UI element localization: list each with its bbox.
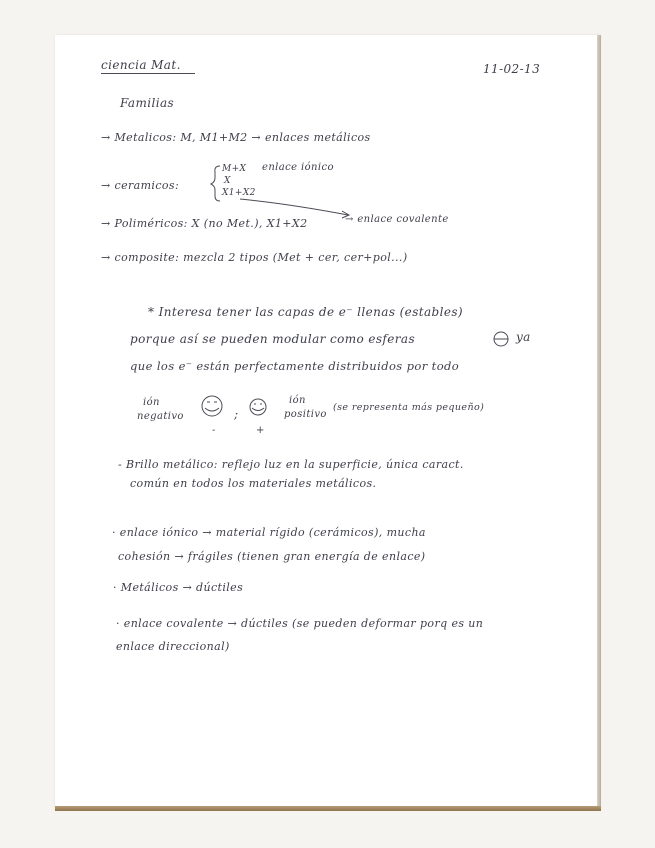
section-heading: Familias [120,96,175,110]
bullet-metalicos: · Metálicos → dúctiles [113,581,244,594]
ceramicos-line-3: X1+X2 [222,188,256,198]
ion-separator: ; [234,407,239,421]
ion-note: (se representa más pequeño) [333,402,485,413]
bullet-brillo-line-2: común en todos los materiales metálicos. [130,477,377,490]
note-date: 11-02-13 [483,62,541,76]
ion-positive-label-2: positivo [284,409,327,420]
positive-ion-icon [250,399,266,415]
bullet-brillo-line-1: - Brillo metálico: reflejo luz en la superficie, única caract. [118,458,464,471]
covalent-arrow-line [240,199,348,215]
polimericos-covalent: → enlace covalente [345,214,449,225]
family-composite: → composite: mezcla 2 tipos (Met + cer, cer+pol...) [101,251,408,264]
bullet-covalente-line-2: enlace direccional) [116,640,230,653]
note-ya: ya [516,330,531,344]
negative-ion-icon [202,396,222,416]
bullet-covalente-line-1: · enlace covalente → dúctiles (se pueden deformar porq es un [116,617,484,630]
ion-negative-label-2: negativo [137,411,184,422]
family-polimericos: → Poliméricos: X (no Met.), X1+X2 [101,217,308,230]
note-title: ciencia Mat. [101,58,181,72]
family-ceramicos-prefix: → ceramicos: [101,179,180,192]
ion-minus-sign: - [212,425,216,436]
ceramicos-brace [211,166,220,201]
ceramicos-line-2: X [224,176,231,186]
family-metalicos: → Metalicos: M, M1+M2 → enlaces metálicos [101,131,371,144]
note-line-1: * Interesa tener las capas de e⁻ llenas (estables) [148,305,463,319]
ceramicos-ionic: enlace iónico [262,162,334,173]
note-line-2: porque así se pueden modular como esferas [130,332,416,346]
bullet-ionico-line-2: cohesión → frágiles (tienen gran energía de enlace) [118,550,426,563]
bullet-ionico-line-1: · enlace iónico → material rígido (cerámicos), mucha [112,526,426,539]
ceramicos-line-1: M+X [222,164,247,174]
sphere-icon [494,332,508,346]
ion-positive-label-1: ión [289,395,306,406]
ion-negative-label-1: ión [143,397,160,408]
note-line-3: que los e⁻ están perfectamente distribuidos por todo [130,359,460,373]
ion-plus-sign: + [256,425,265,436]
